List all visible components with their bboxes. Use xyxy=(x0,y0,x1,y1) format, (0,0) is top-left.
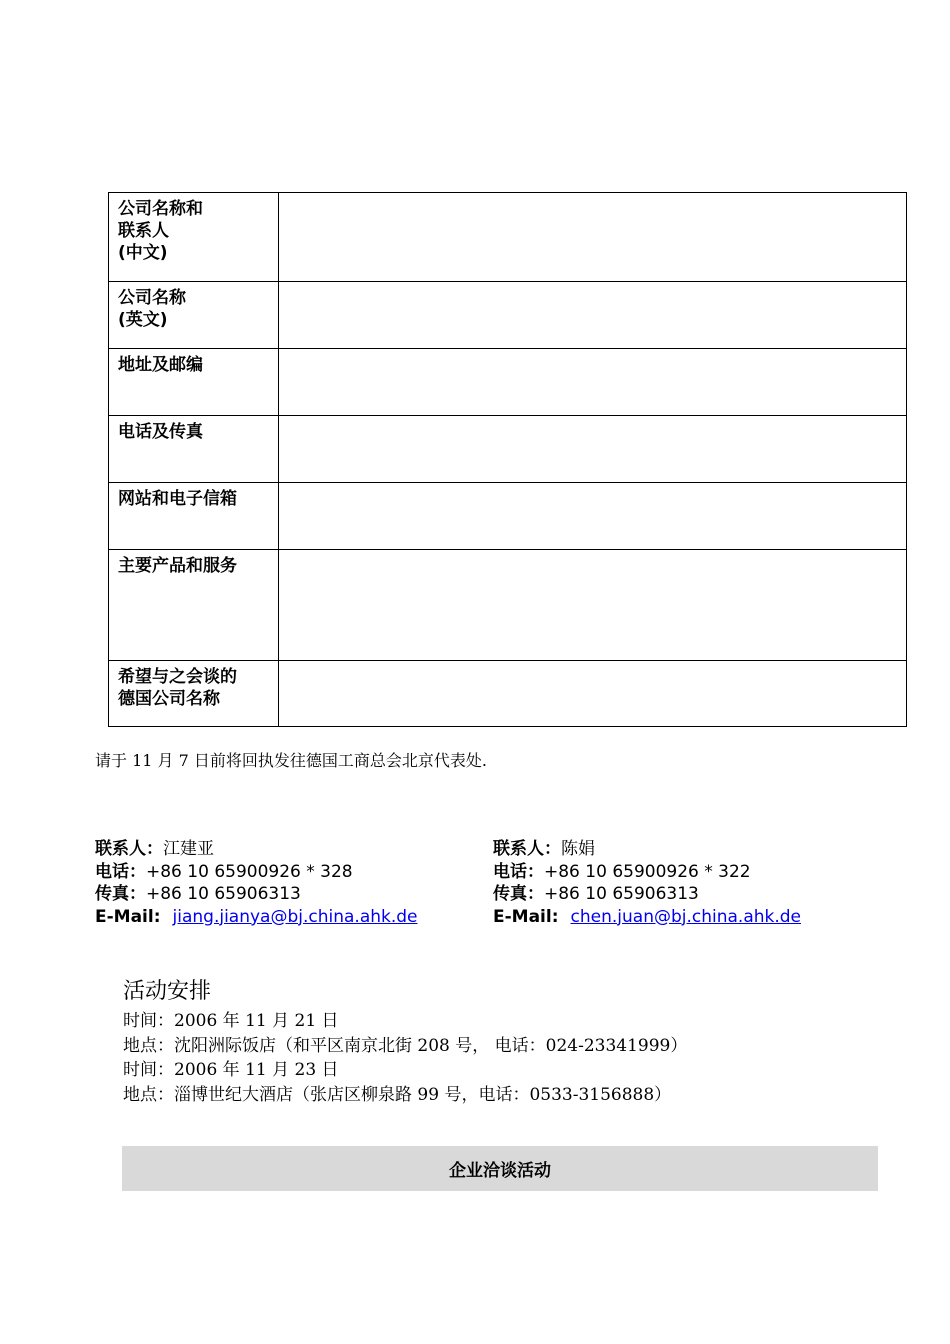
email-row xyxy=(95,906,418,929)
place-label: 地点： xyxy=(123,1035,174,1056)
time-value: 2006 年 11 月 23 日 xyxy=(174,1060,339,1080)
form-label: 地址及邮编 xyxy=(109,349,279,416)
schedule-time-1 xyxy=(123,1009,687,1034)
phone-value: +86 10 65900926 * 322 xyxy=(544,861,751,882)
schedule-place-2 xyxy=(123,1083,687,1108)
place-label: 地点： xyxy=(123,1084,174,1105)
form-label: 网站和电子信箱 xyxy=(109,483,279,550)
fax-label: 传真： xyxy=(493,884,544,904)
fax-label: 传真： xyxy=(95,884,146,904)
form-label: 主要产品和服务 xyxy=(109,550,279,661)
reply-notice: 请于 11 月 7 日前将回执发往德国工商总会北京代表处. xyxy=(95,751,487,770)
time-value: 2006 年 11 月 21 日 xyxy=(174,1011,339,1031)
schedule-title: 活动安排 xyxy=(123,979,212,1004)
phone-row xyxy=(493,861,801,884)
form-field-german-partners[interactable] xyxy=(279,661,907,727)
phone-label: 电话： xyxy=(493,861,544,882)
form-row-products-services xyxy=(109,550,907,661)
contact-block-2 xyxy=(493,838,801,928)
form-field-company-name-en[interactable] xyxy=(279,282,907,349)
form-row-company-name-en xyxy=(109,282,907,349)
section-banner: 企业洽谈活动 xyxy=(122,1146,878,1191)
email-link[interactable]: chen.juan@bj.china.ahk.de xyxy=(570,906,802,927)
contact-name: 陈娟 xyxy=(561,839,595,859)
fax-row xyxy=(95,883,418,906)
form-field-address[interactable] xyxy=(279,349,907,416)
place-value: 沈阳洲际饭店（和平区南京北街 208 号， 电话：024-23341999） xyxy=(174,1035,688,1056)
contact-name: 江建亚 xyxy=(163,839,214,859)
form-label: 公司名称 (英文) xyxy=(109,282,279,349)
form-row-address xyxy=(109,349,907,416)
fax-value: +86 10 65906313 xyxy=(544,884,699,904)
form-row-german-partners xyxy=(109,661,907,727)
registration-form-table xyxy=(108,192,907,727)
form-row-company-name-cn xyxy=(109,193,907,282)
form-label: 电话及传真 xyxy=(109,416,279,483)
form-field-phone-fax[interactable] xyxy=(279,416,907,483)
phone-label: 电话： xyxy=(95,861,146,882)
form-label: 希望与之会谈的 德国公司名称 xyxy=(109,661,279,727)
phone-value: +86 10 65900926 * 328 xyxy=(146,861,353,882)
email-label: E-Mail: xyxy=(95,906,161,927)
fax-row xyxy=(493,883,801,906)
form-field-products-services[interactable] xyxy=(279,550,907,661)
contact-label: 联系人： xyxy=(95,839,163,859)
place-value: 淄博世纪大酒店（张店区柳泉路 99 号，电话：0533-3156888） xyxy=(174,1084,672,1105)
email-row xyxy=(493,906,801,929)
form-row-website-email xyxy=(109,483,907,550)
contact-name-row xyxy=(95,838,418,861)
form-field-website-email[interactable] xyxy=(279,483,907,550)
form-field-company-name-cn[interactable] xyxy=(279,193,907,282)
form-label: 公司名称和 联系人 (中文) xyxy=(109,193,279,282)
event-schedule xyxy=(123,977,687,1107)
phone-row xyxy=(95,861,418,884)
contact-block-1 xyxy=(95,838,418,928)
time-label: 时间： xyxy=(123,1011,174,1031)
contact-label: 联系人： xyxy=(493,839,561,859)
time-label: 时间： xyxy=(123,1060,174,1080)
contact-name-row xyxy=(493,838,801,861)
email-link[interactable]: jiang.jianya@bj.china.ahk.de xyxy=(172,906,418,927)
email-label: E-Mail: xyxy=(493,906,559,927)
schedule-place-1 xyxy=(123,1034,687,1059)
fax-value: +86 10 65906313 xyxy=(146,884,301,904)
form-row-phone-fax xyxy=(109,416,907,483)
schedule-time-2 xyxy=(123,1058,687,1083)
